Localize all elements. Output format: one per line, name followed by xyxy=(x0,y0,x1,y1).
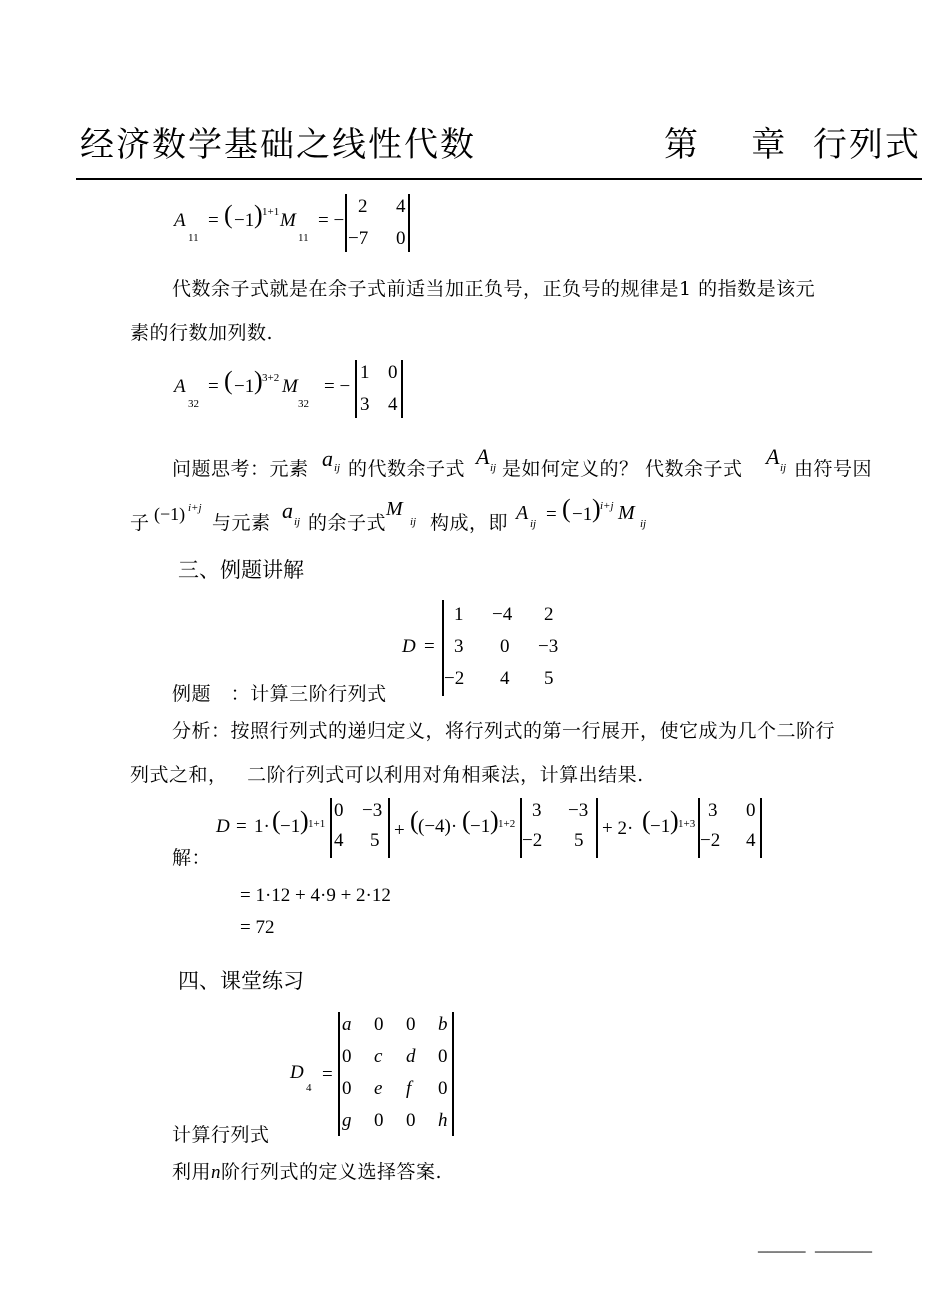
question-line-2 xyxy=(130,494,690,540)
m-cell: d xyxy=(406,1046,416,1067)
m-symbol: M xyxy=(282,376,298,397)
a-symbol: a xyxy=(282,498,293,523)
paren-inner: −1 xyxy=(572,504,593,525)
m-cell: f xyxy=(406,1078,412,1099)
det-bar-right xyxy=(452,1012,454,1136)
M-symbol: M xyxy=(386,498,403,520)
m-cell: 5 xyxy=(544,668,554,689)
example-label: 例题 ：计算三阶行列式 xyxy=(172,683,387,705)
m-cell: −2 xyxy=(522,830,543,851)
paren-inner: −1 xyxy=(470,816,491,837)
exponent: 1+2 xyxy=(498,818,516,830)
m-cell: 4 xyxy=(500,668,510,689)
a-symbol: a xyxy=(322,446,333,471)
m-cell: 0 xyxy=(438,1078,448,1099)
analysis-line: 列式之和， 二阶行列式可以利用对角相乘法，计算出结果. xyxy=(130,764,644,786)
m-symbol: M xyxy=(280,210,296,231)
d-subscript: 4 xyxy=(306,1082,312,1094)
paren-open: ( xyxy=(642,806,651,835)
d-symbol: D xyxy=(290,1062,304,1083)
equals: = xyxy=(208,376,219,397)
a-subscript: ij xyxy=(334,462,341,474)
paren-close: ) xyxy=(490,806,499,835)
A-subscript: ij xyxy=(780,462,787,474)
solution-result: = 72 xyxy=(240,917,275,938)
paren-close: ) xyxy=(300,806,309,835)
m-cell: 5 xyxy=(574,830,584,851)
det-bar-left xyxy=(330,798,332,858)
m-cell: h xyxy=(438,1110,448,1131)
M-symbol: M xyxy=(618,502,635,524)
A-symbol: A xyxy=(516,502,529,524)
question-text: 问题思考：元素 xyxy=(172,458,309,480)
m-cell: 0 xyxy=(334,800,344,821)
m-cell: 4 xyxy=(334,830,344,851)
equals: = xyxy=(546,504,557,525)
paragraph-line: 代数余子式就是在余子式前适当加正负号，正负号的规律是1 的指数是该元 xyxy=(172,278,816,300)
m-cell: 4 xyxy=(746,830,756,851)
plus: + xyxy=(394,820,405,841)
formula-a32 xyxy=(174,360,434,420)
m-cell: a xyxy=(342,1014,352,1035)
practice-label: 计算行列式 xyxy=(172,1124,270,1146)
equals: = xyxy=(424,636,435,657)
question-text: 构成，即 xyxy=(430,512,509,534)
a-subscript: 32 xyxy=(188,398,199,410)
equals-neg: = − xyxy=(318,210,345,231)
d-symbol: D xyxy=(402,636,416,657)
det-bar-right xyxy=(760,798,762,858)
m-subscript: 32 xyxy=(298,398,309,410)
choose-text: 利用 xyxy=(172,1161,212,1183)
paren-close: ) xyxy=(254,366,263,395)
m-cell: b xyxy=(438,1014,448,1035)
M-subscript: ij xyxy=(410,516,417,528)
plus-coefficient: + 2· xyxy=(602,818,634,839)
m-cell: e xyxy=(374,1078,383,1099)
d-symbol: D xyxy=(216,816,230,837)
solution-expansion xyxy=(216,798,776,860)
sign-factor: (−1) xyxy=(154,504,186,524)
det-bar-right xyxy=(388,798,390,858)
paren-close: ) xyxy=(592,494,601,523)
coefficient: 1· xyxy=(254,816,270,837)
m-cell: 2 xyxy=(358,196,368,217)
m-cell: 3 xyxy=(454,636,464,657)
m-cell: 0 xyxy=(342,1046,352,1067)
m-cell: −2 xyxy=(700,830,721,851)
equals: = xyxy=(236,816,247,837)
question-text: 是如何定义的？ 代数余子式 xyxy=(502,458,743,480)
exponent: 3+2 xyxy=(262,372,280,384)
question-text: 的代数余子式 xyxy=(348,458,466,480)
formula-a11 xyxy=(174,194,434,254)
paren-inner: −1 xyxy=(650,816,671,837)
solution-label: 解： xyxy=(172,847,212,869)
paren-close: ) xyxy=(254,200,263,229)
paren-open: ( xyxy=(224,366,233,395)
paren-inner: −1 xyxy=(234,376,255,397)
m-cell: −3 xyxy=(538,636,559,657)
exponent: 1+1 xyxy=(308,818,326,830)
m-cell: −3 xyxy=(362,800,383,821)
m-cell: 3 xyxy=(708,800,718,821)
section-heading-4: 四、课堂练习 xyxy=(178,969,304,993)
question-line-1 xyxy=(172,444,892,488)
equals: = xyxy=(208,210,219,231)
section-heading-3: 三、例题讲解 xyxy=(178,558,304,582)
A-subscript: ij xyxy=(490,462,497,474)
question-text: 子 xyxy=(130,512,150,534)
m-cell: 0 xyxy=(374,1110,384,1131)
A-symbol: A xyxy=(766,444,780,469)
m-cell: 0 xyxy=(406,1110,416,1131)
m-cell: −3 xyxy=(568,800,589,821)
n-symbol: n xyxy=(211,1162,222,1183)
exponent: 1+1 xyxy=(262,206,280,218)
a-symbol: A xyxy=(174,376,186,397)
m-cell: 1 xyxy=(454,604,464,625)
paren-open: ( xyxy=(224,200,233,229)
example-determinant xyxy=(400,600,600,696)
m-cell: −7 xyxy=(348,228,369,249)
equals-neg: = − xyxy=(324,376,351,397)
exponent: i+j xyxy=(600,500,614,512)
m-cell: 0 xyxy=(374,1014,384,1035)
m-cell: 4 xyxy=(396,196,406,217)
paragraph-line: 素的行数加列数. xyxy=(130,322,274,344)
paren-inner: −1 xyxy=(234,210,255,231)
header-rule xyxy=(76,178,922,180)
m-cell: 3 xyxy=(360,394,370,415)
paren-open: ( xyxy=(562,494,571,523)
m-cell: 0 xyxy=(388,362,398,383)
m-cell: −2 xyxy=(444,668,465,689)
paren-open: ( xyxy=(272,806,281,835)
footer-blanks: _____ ______ xyxy=(758,1234,872,1255)
coefficient: (−4)· xyxy=(418,816,458,837)
book-title: 经济数学基础之线性代数 xyxy=(80,125,476,165)
det-bar-left xyxy=(355,360,357,418)
m-cell: −4 xyxy=(492,604,513,625)
m-cell: 0 xyxy=(500,636,510,657)
analysis-line: 分析：按照行列式的递归定义，将行列式的第一行展开，使它成为几个二阶行 xyxy=(172,720,836,742)
m-cell: 5 xyxy=(370,830,380,851)
m-cell: 0 xyxy=(746,800,756,821)
a-symbol: A xyxy=(174,210,186,231)
paren-open: ( xyxy=(410,806,419,835)
exponent: 1+3 xyxy=(678,818,696,830)
question-text: 与元素 xyxy=(212,512,271,534)
A-subscript: ij xyxy=(530,518,537,530)
paren-open: ( xyxy=(462,806,471,835)
m-subscript: 11 xyxy=(298,232,309,244)
choose-text: 阶行列式的定义选择答案. xyxy=(221,1161,443,1183)
paren-close: ) xyxy=(670,806,679,835)
A-symbol: A xyxy=(476,444,490,469)
det-bar-right xyxy=(408,194,410,252)
m-cell: 0 xyxy=(342,1078,352,1099)
question-text: 由符号因 xyxy=(794,458,873,480)
chapter-title: 第 章 行列式 xyxy=(664,125,921,165)
det-bar-left xyxy=(338,1012,340,1136)
det-bar-left xyxy=(345,194,347,252)
m-cell: 3 xyxy=(532,800,542,821)
m-cell: g xyxy=(342,1110,352,1131)
det-bar-right xyxy=(401,360,403,418)
det-bar-right xyxy=(596,798,598,858)
M-subscript: ij xyxy=(640,518,647,530)
question-text: 的余子式 xyxy=(308,512,387,534)
m-cell: 0 xyxy=(438,1046,448,1067)
solution-step: = 1·12 + 4·9 + 2·12 xyxy=(240,885,391,906)
m-cell: 1 xyxy=(360,362,370,383)
m-cell: 4 xyxy=(388,394,398,415)
a-subscript: 11 xyxy=(188,232,199,244)
equals: = xyxy=(322,1064,333,1085)
paren-inner: −1 xyxy=(280,816,301,837)
m-cell: c xyxy=(374,1046,383,1067)
sign-exponent: i+j xyxy=(188,502,202,514)
choose-answer-line xyxy=(172,1157,442,1184)
m-cell: 2 xyxy=(544,604,554,625)
m-cell: 0 xyxy=(406,1014,416,1035)
m-cell: 0 xyxy=(396,228,406,249)
a-subscript: ij xyxy=(294,516,301,528)
practice-determinant xyxy=(290,1012,460,1136)
